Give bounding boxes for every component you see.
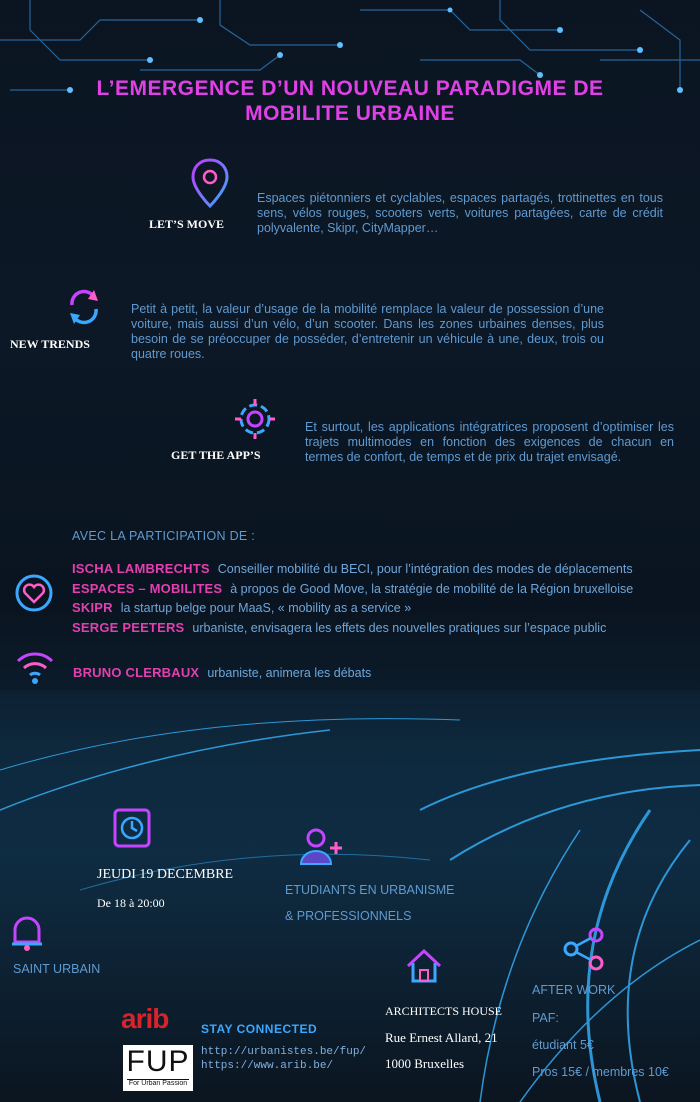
speaker-desc: à propos de Good Move, la stratégie de mobilité de la Région bruxelloise [230, 582, 634, 596]
participation-heading: AVEC LA PARTICIPATION DE : [72, 529, 256, 543]
speaker-row [72, 620, 606, 635]
moderator-desc: urbaniste, animera les débats [207, 666, 372, 680]
speaker-name: SKIPR [72, 600, 113, 615]
section-label-lets-move: LET’S MOVE [149, 217, 225, 231]
venue-name: ARCHITECTS HOUSE [385, 1004, 503, 1018]
afterwork-label: AFTER WORK [532, 983, 616, 997]
section-text-lets-move: Espaces piétonniers et cyclables, espaces partagés, trottinettes en tous sens, vélos rouges, scooters verts, voitures partagées, carte de crédit polyvalente, Skipr, CityMapper… [257, 191, 663, 235]
fup-link[interactable]: http://urbanistes.be/fup/ [201, 1046, 367, 1058]
moderator-row [73, 665, 371, 680]
refresh-cycle-icon [64, 287, 104, 327]
speaker-desc: Conseiller mobilité du BECI, pour l’intégration des modes de déplacements [217, 562, 633, 576]
heart-chat-icon [13, 572, 55, 614]
location-pin-icon [190, 158, 230, 210]
audience-line-2: & PROFESSIONNELS [285, 909, 412, 923]
stay-connected-label: STAY CONNECTED [201, 1022, 318, 1036]
moderator-name: BRUNO CLERBAUX [73, 665, 200, 680]
wifi-icon [14, 647, 56, 687]
share-icon [562, 926, 606, 972]
arib-logo[interactable]: arib [121, 1003, 169, 1034]
speaker-name: SERGE PEETERS [72, 620, 185, 635]
title-line-1: L’EMERGENCE D’UN NOUVEAU PARADIGME DE [96, 77, 604, 100]
price-student: étudiant 5€ [532, 1038, 594, 1052]
event-time: De 18 à 20:00 [97, 896, 165, 910]
speaker-row [72, 600, 411, 615]
speaker-desc: urbaniste, envisagera les effets des nouvelles pratiques sur l’espace public [192, 621, 607, 635]
fup-logo[interactable] [123, 1045, 193, 1091]
section-text-get-the-apps: Et surtout, les applications intégratrices proposent d’optimiser les trajets multimodes en fonction des exigences de chacun en termes de confort, de temps et de prix du trajet envisagé. [305, 420, 674, 464]
add-user-icon [298, 826, 344, 868]
audience-line-1: ETUDIANTS EN URBANISME [285, 883, 455, 897]
price-pros: Pros 15€ / membres 10€ [532, 1065, 669, 1079]
section-label-new-trends: NEW TRENDS [10, 337, 90, 351]
clock-icon [112, 807, 152, 849]
speaker-row [72, 581, 633, 596]
venue-city: 1000 Bruxelles [385, 1056, 465, 1071]
section-label-get-the-apps: GET THE APP’S [171, 448, 261, 462]
arib-link[interactable]: https://www.arib.be/ [201, 1060, 334, 1072]
page-title [40, 76, 660, 126]
speaker-row [72, 561, 633, 576]
fup-logo-tagline: For Urban Passion [128, 1080, 188, 1087]
speaker-name: ESPACES – MOBILITES [72, 581, 223, 596]
home-icon [404, 946, 444, 986]
paf-label: PAF: [532, 1011, 559, 1025]
venue-street: Rue Ernest Allard, 21 [385, 1030, 498, 1045]
speaker-name: ISCHA LAMBRECHTS [72, 561, 210, 576]
fup-logo-text: FUP [126, 1045, 190, 1078]
bell-icon [10, 912, 44, 952]
patron-label: SAINT URBAIN [13, 962, 101, 976]
title-line-2: MOBILITE URBAINE [245, 102, 455, 125]
speaker-desc: la startup belge pour MaaS, « mobility as a service » [120, 601, 412, 615]
section-text-new-trends: Petit à petit, la valeur d’usage de la mobilité remplace la valeur de possession d’une voiture, mais aussi d’un vélo, d’un scooter. Dans les zones urbaines denses, plus besoin de se préoccuper de posséder, d’entretenir un véhicule à une, deux, trois ou quatre roues. [131, 302, 604, 361]
event-date: JEUDI 19 DECEMBRE [97, 867, 234, 882]
gear-icon [233, 397, 277, 441]
